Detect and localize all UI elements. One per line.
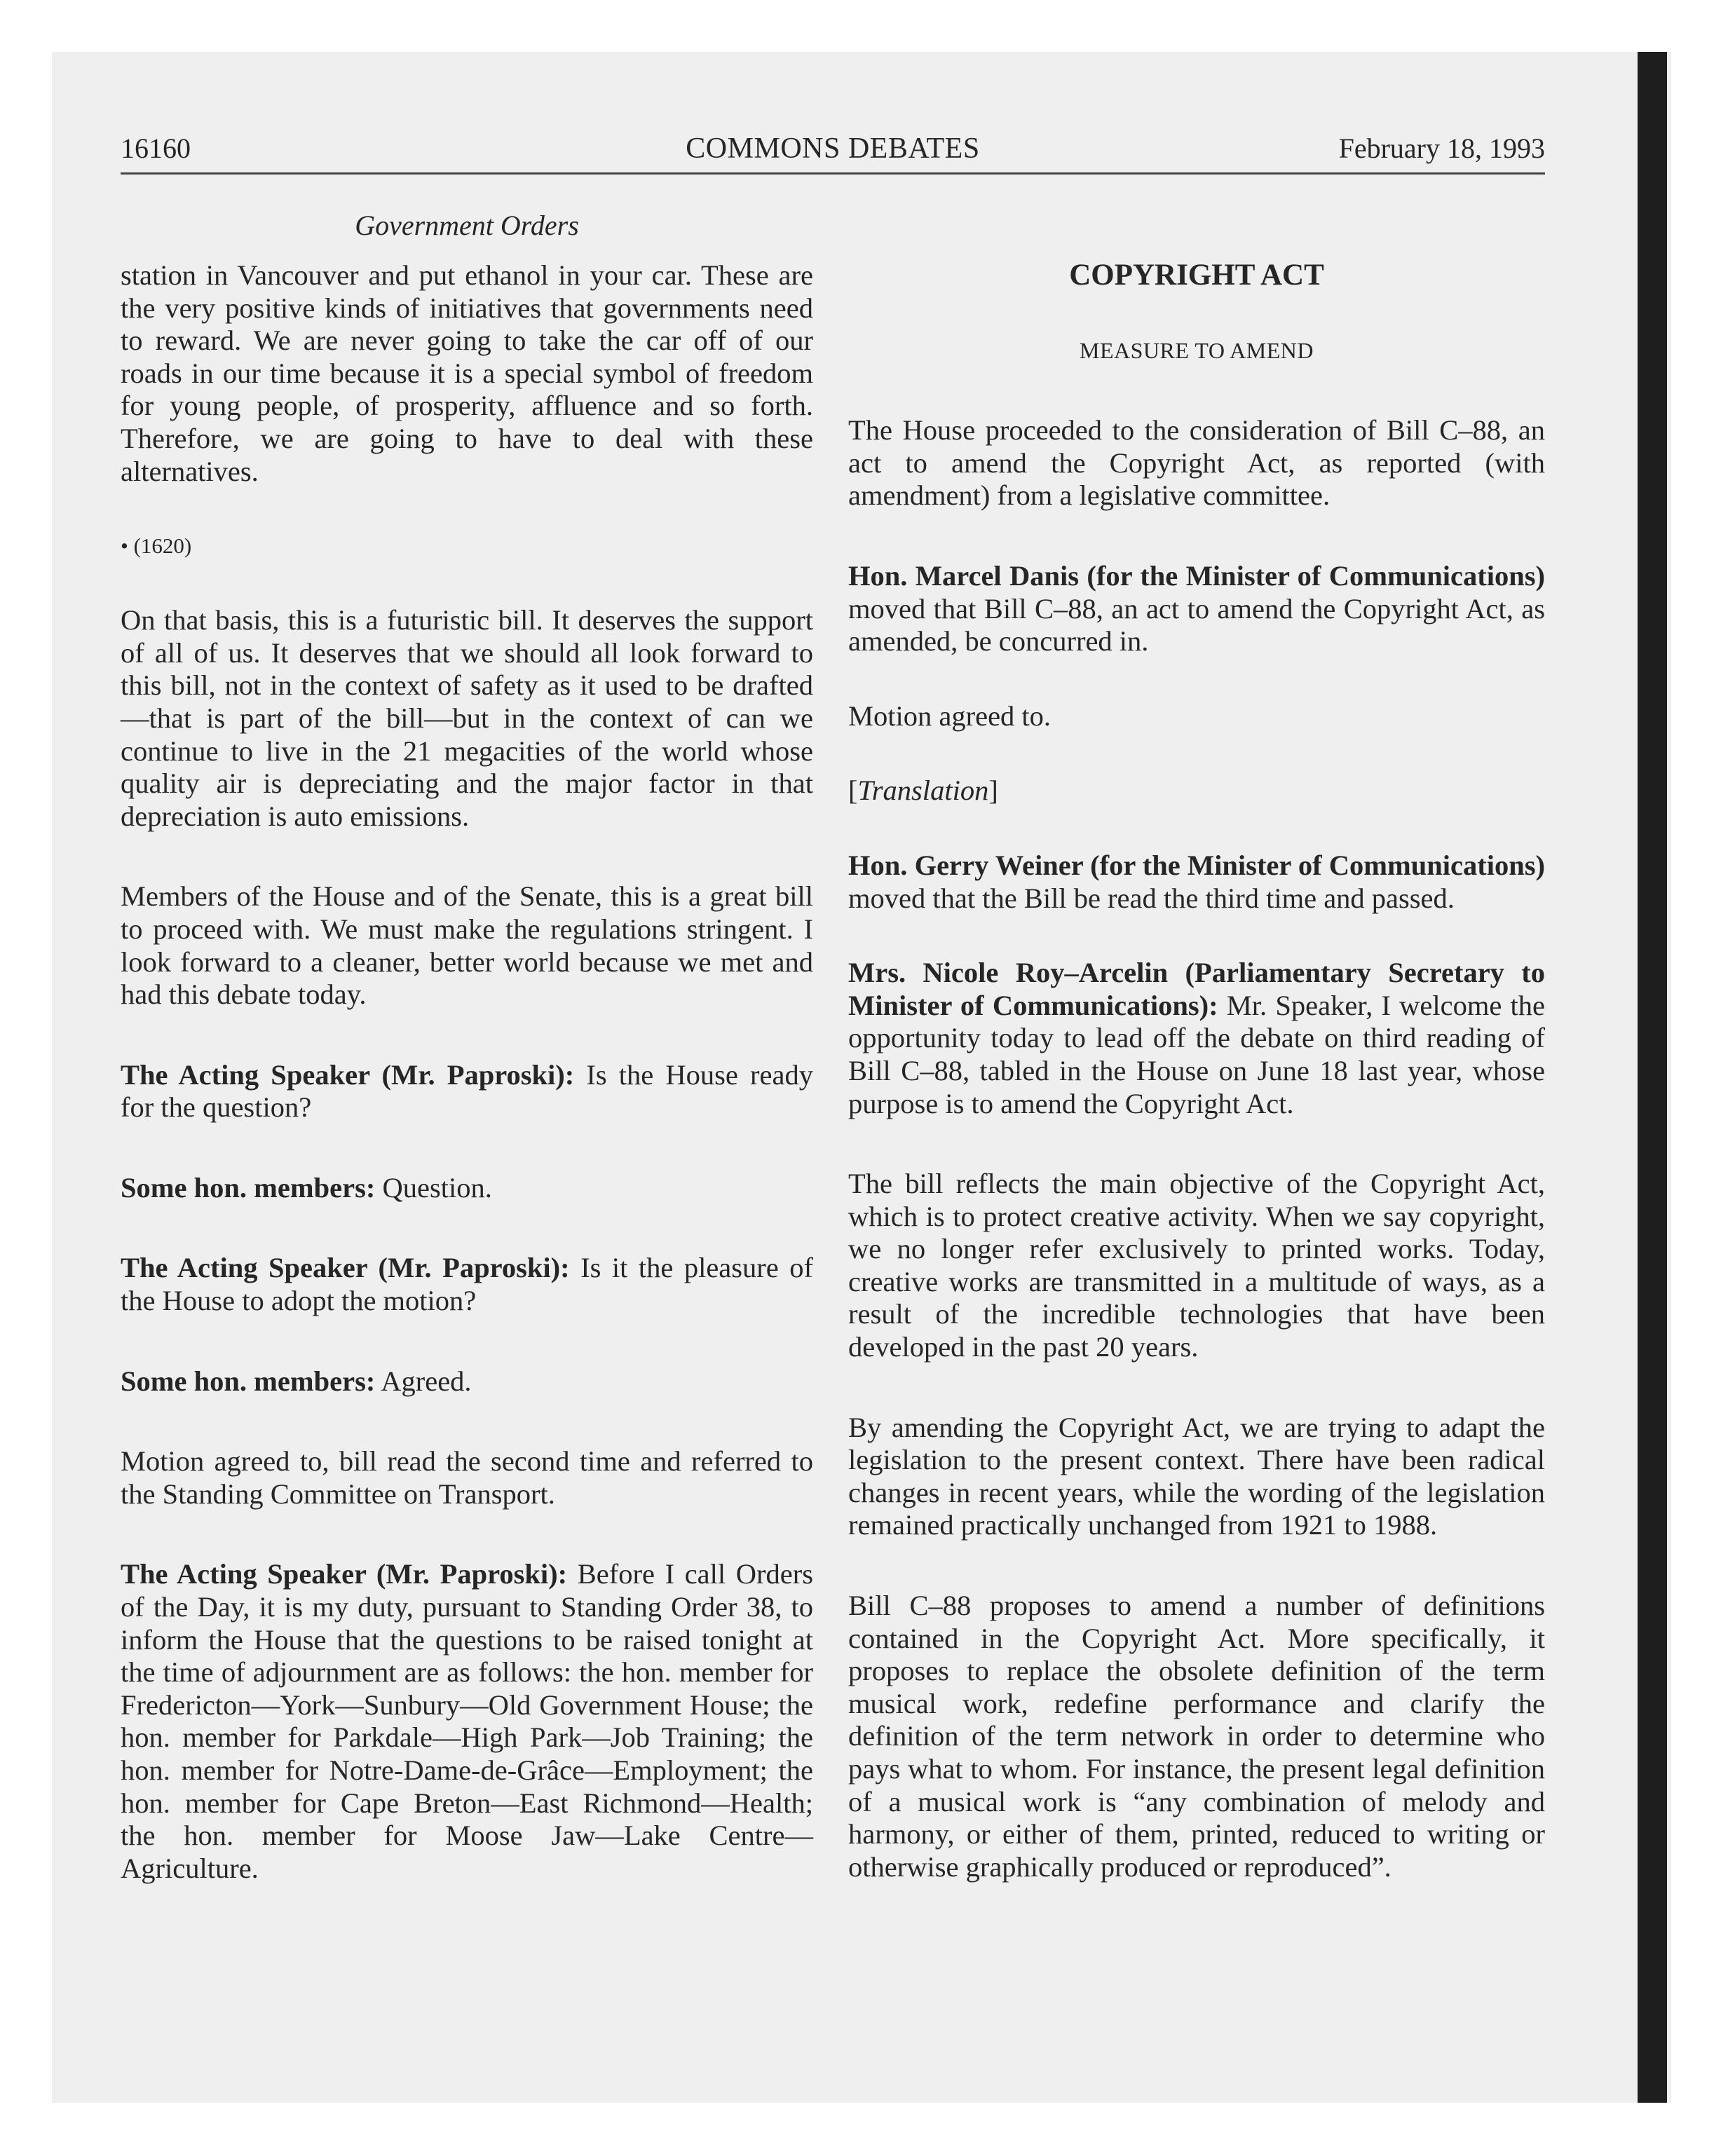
speech-text: Question. xyxy=(375,1171,492,1203)
speaker-paragraph xyxy=(121,1252,813,1317)
speaker-paragraph xyxy=(121,1558,813,1885)
publication-title: COMMONS DEBATES xyxy=(686,132,980,165)
right-column xyxy=(848,259,1545,1883)
speech-text: Agreed. xyxy=(375,1365,472,1397)
section-subtitle: MEASURE TO AMEND xyxy=(1080,337,1314,363)
speaker-paragraph xyxy=(121,1059,813,1124)
speech-text: Mr. Speaker, I welcome the opportunity today to lead off the debate on third reading of Bill C–88, tabled in the House on June 18 last year, whose purpose is to amend the Copyright Act. xyxy=(848,989,1545,1119)
paragraph: station in Vancouver and put ethanol in your car. These are the very positive kinds of initiatives that governments need to reward. We are never going to take the car off of our roads in our time because it is a special symbol of freedom for young people, of prosperity, affluence and so forth. Therefore, we are going to have to deal with these alternatives. xyxy=(121,259,813,487)
speech-text: moved that the Bill be read the third time and passed. xyxy=(848,882,1455,914)
page-number: 16160 xyxy=(121,132,191,164)
speech-text: Is it the pleasure of the House to adopt the motion? xyxy=(121,1252,813,1317)
speaker-paragraph xyxy=(121,1172,813,1205)
page-header xyxy=(121,132,1545,174)
speaker-name: The Acting Speaker (Mr. Paproski): xyxy=(121,1558,568,1590)
speaker-paragraph xyxy=(121,1365,813,1398)
speech-text: Is the House ready for the question? xyxy=(121,1058,813,1124)
paragraph: Motion agreed to. xyxy=(848,700,1052,732)
speaker-name: The Acting Speaker (Mr. Paproski): xyxy=(121,1252,570,1284)
publication-date: February 18, 1993 xyxy=(1338,132,1545,164)
speaker-name: Hon. Gerry Weiner (for the Minister of Communications) xyxy=(848,849,1545,881)
running-head: Government Orders xyxy=(355,210,579,241)
time-marker: • (1620) xyxy=(121,533,192,559)
paragraph: The bill reflects the main objective of the Copyright Act, which is to protect creative activity. When we say copyright, we no longer refer exclusively to printed works. Today, creative works are transmitted in a multitude of ways, as a result of the incredible technologies that have been developed in the past 20 years. xyxy=(848,1168,1545,1363)
paragraph: The House proceeded to the consideration of Bill C–88, an act to amend the Copyright Act, as reported (with amendment) from a legislative committee. xyxy=(848,414,1545,512)
speaker-paragraph xyxy=(848,850,1545,915)
paragraph: On that basis, this is a futuristic bill. It deserves the support of all of us. It deserves that we should all look forward to this bill, not in the context of safety as it used to be drafted—that is part of the bill—but in the context of can we continue to live in the 21 megacities of the world whose quality air is depreciating and the major factor in that depreciation is auto emissions. xyxy=(121,604,813,832)
speaker-paragraph xyxy=(848,560,1545,658)
speaker-name: Mrs. Nicole Roy–Arcelin (Parliamentary Secretary to Minister of Communications): xyxy=(848,957,1545,1021)
speaker-name: Some hon. members: xyxy=(121,1171,376,1203)
paragraph: Motion agreed to, bill read the second time and referred to the Standing Committee on Transport. xyxy=(121,1445,813,1510)
paragraph: Bill C–88 proposes to amend a number of definitions contained in the Copyright Act. More specifically, it proposes to replace the obsolete definition of the term musical work, redefine performance and clarify the definition of the term network in order to determine who pays what to whom. For instance, the present legal definition of a musical work is “any combination of melody and harmony, or either of them, printed, reduced to writing or otherwise graphically produced or reproduced”. xyxy=(848,1590,1545,1883)
speaker-name: The Acting Speaker (Mr. Paproski): xyxy=(121,1058,575,1091)
translation-label: Translation xyxy=(857,775,989,807)
header-rule xyxy=(121,172,1545,175)
speech-text: moved that Bill C–88, an act to amend the Copyright Act, as amended, be concurred in. xyxy=(848,592,1545,657)
speaker-name: Some hon. members: xyxy=(121,1365,376,1397)
speaker-paragraph xyxy=(848,957,1545,1120)
scan-edge-shadow xyxy=(1638,52,1667,2103)
speech-text: Before I call Orders of the Day, it is my duty, pursuant to Standing Order 38, to inform the House that the questions to be raised tonight at the time of adjournment are as follows: the hon. member for Fredericton—York—Sunbury—Old Government House; the hon. member for Parkdale—High Park—Job Training; the hon. member for Notre-Dame-de-Grâce—Employment; the hon. member for Cape Breton—East Richmond—Health; the hon. member for Moose Jaw—Lake Centre—Agriculture. xyxy=(121,1558,813,1884)
paragraph: By amending the Copyright Act, we are trying to adapt the legislation to the present context. There have been radical changes in recent years, while the wording of the legislation remained practically unchanged from 1921 to 1988. xyxy=(848,1411,1545,1541)
paragraph: Members of the House and of the Senate, this is a great bill to proceed with. We must make the regulations stringent. I look forward to a cleaner, better world because we met and had this debate today. xyxy=(121,880,813,1011)
left-column xyxy=(121,259,813,1885)
section-title: COPYRIGHT ACT xyxy=(1069,259,1324,292)
speaker-name: Hon. Marcel Danis (for the Minister of Communications) xyxy=(848,559,1545,592)
language-note: [Translation] xyxy=(848,775,998,807)
